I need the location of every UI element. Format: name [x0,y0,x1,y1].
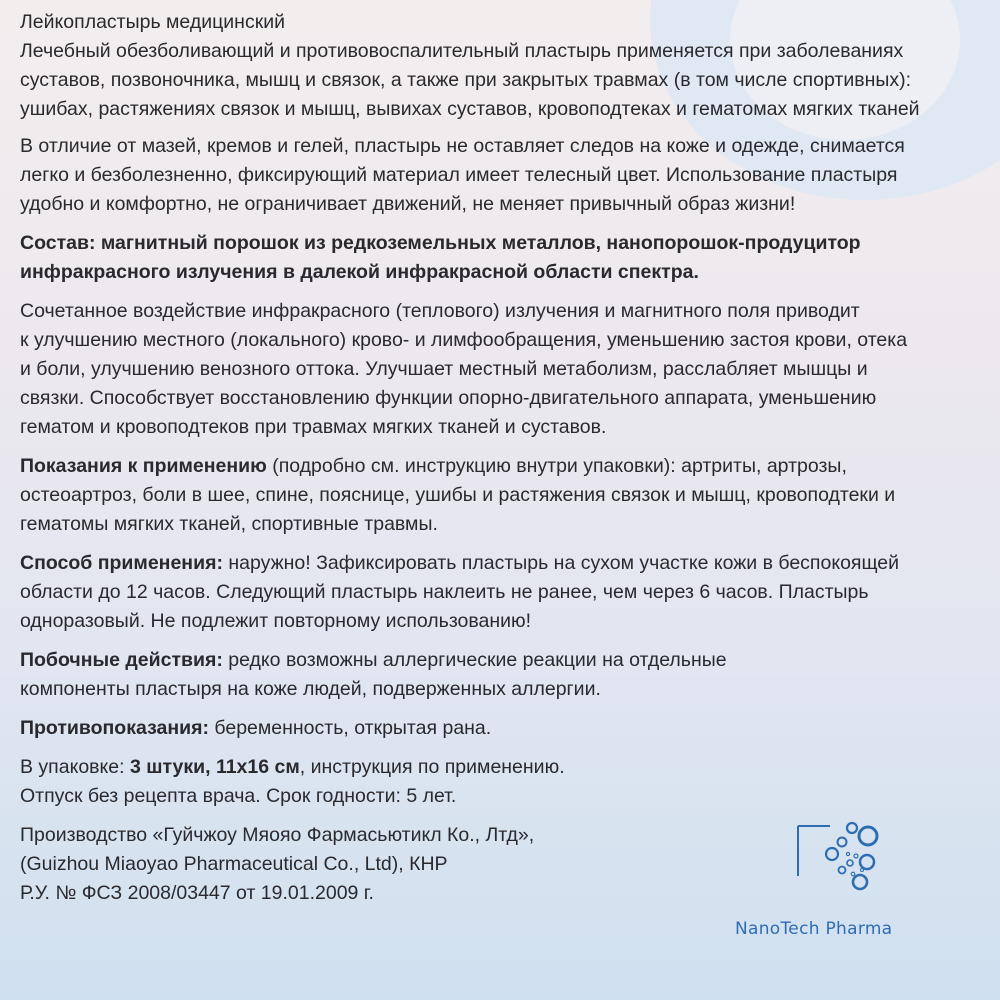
advantage-line: легко и безболезненно, фиксирующий материал имеет телесный цвет. Использование пластыря [20,164,898,186]
manufacturer-line: Производство «Гуйчжоу Мяояо Фармасьютикл Ко., Лтд», [20,824,535,846]
contraindications-text: беременность, открытая рана. [208,717,492,739]
effect-line: гематом и кровоподтеков при травмах мягких тканей и суставов. [20,416,607,438]
side-effects-line: компоненты пластыря на коже людей, подверженных аллергии. [20,678,601,700]
package-suffix: , инструкция по применению. [299,756,565,778]
intro-line: ушибах, растяжениях связок и мышц, вывихах суставов, кровоподтеках и гематомах мягких тканей [20,98,920,120]
intro-line: суставов, позвоночника, мышц и связок, а также при закрытых травмах (в том числе спортивных): [20,69,912,91]
intro-line: Лечебный обезболивающий и противовоспалительный пластырь применяется при заболеваниях [20,40,904,62]
usage-line: одноразовый. Не подлежит повторному использованию! [20,610,532,632]
usage-line: наружно! Зафиксировать пластырь на сухом участке кожи в беспокоящей [222,552,900,574]
indications-line: гематомы мягких тканей, спортивные травмы. [20,513,438,535]
effect-line: и боли, улучшению венозного оттока. Улучшает местный метаболизм, расслабляет мышцы и [20,358,868,380]
package-line: Отпуск без рецепта врача. Срок годности: 5 лет. [20,785,457,807]
indications-label: Показания к применению [20,455,267,477]
composition-line: Состав: магнитный порошок из редкоземельных металлов, нанопорошок-продуцитор [20,232,861,254]
advantage-paragraph [20,132,980,219]
package-contents: 3 штуки, 11х16 см [129,756,300,778]
manufacturer-line: Р.У. № ФСЗ 2008/03447 от 19.01.2009 г. [20,882,374,904]
advantage-line: В отличие от мазей, кремов и гелей, пластырь не оставляет следов на коже и одежде, снимается [20,135,905,157]
composition-paragraph [20,229,980,287]
contraindications-paragraph [20,714,980,743]
composition-line: инфракрасного излучения в далекой инфракрасной области спектра. [20,261,699,283]
usage-line: области до 12 часов. Следующий пластырь наклеить не ранее, чем через 6 часов. Пластырь [20,581,869,603]
usage-label: Способ применения: [20,552,223,574]
advantage-line: удобно и комфортно, не ограничивает движений, не меняет привычный образ жизни! [20,193,796,215]
effect-paragraph [20,297,980,442]
intro-paragraph [20,37,980,124]
indications-line: остеоартроз, боли в шее, спине, пояснице, ушибы и растяжения связок и мышц, кровоподтеки и [20,484,896,506]
effect-line: к улучшению местного (локального) крово- и лимфообращения, уменьшению застоя крови, отека [20,329,908,351]
usage-paragraph [20,549,980,636]
effect-line: Сочетанное воздействие инфракрасного (теплового) излучения и магнитного поля приводит [20,300,860,322]
indications-line: (подробно см. инструкцию внутри упаковки): артриты, артрозы, [266,455,847,477]
package-prefix: В упаковке: [20,756,130,778]
doc-title: Лейкопластырь медицинский [20,11,286,33]
side-effects-line: редко возможны аллергические реакции на отдельные [222,649,727,671]
side-effects-paragraph [20,646,980,704]
package-text [20,8,980,916]
side-effects-label: Побочные действия: [20,649,223,671]
effect-line: связки. Способствует восстановлению функции опорно-двигательного аппарата, уменьшению [20,387,877,409]
indications-paragraph [20,452,980,539]
package-paragraph [20,753,980,811]
manufacturer-line: (Guizhou Miaoyao Pharmaceutical Co., Ltd), КНР [20,853,448,875]
contraindications-label: Противопоказания: [20,717,209,739]
logo-name: NanoTech Pharma [735,919,893,939]
